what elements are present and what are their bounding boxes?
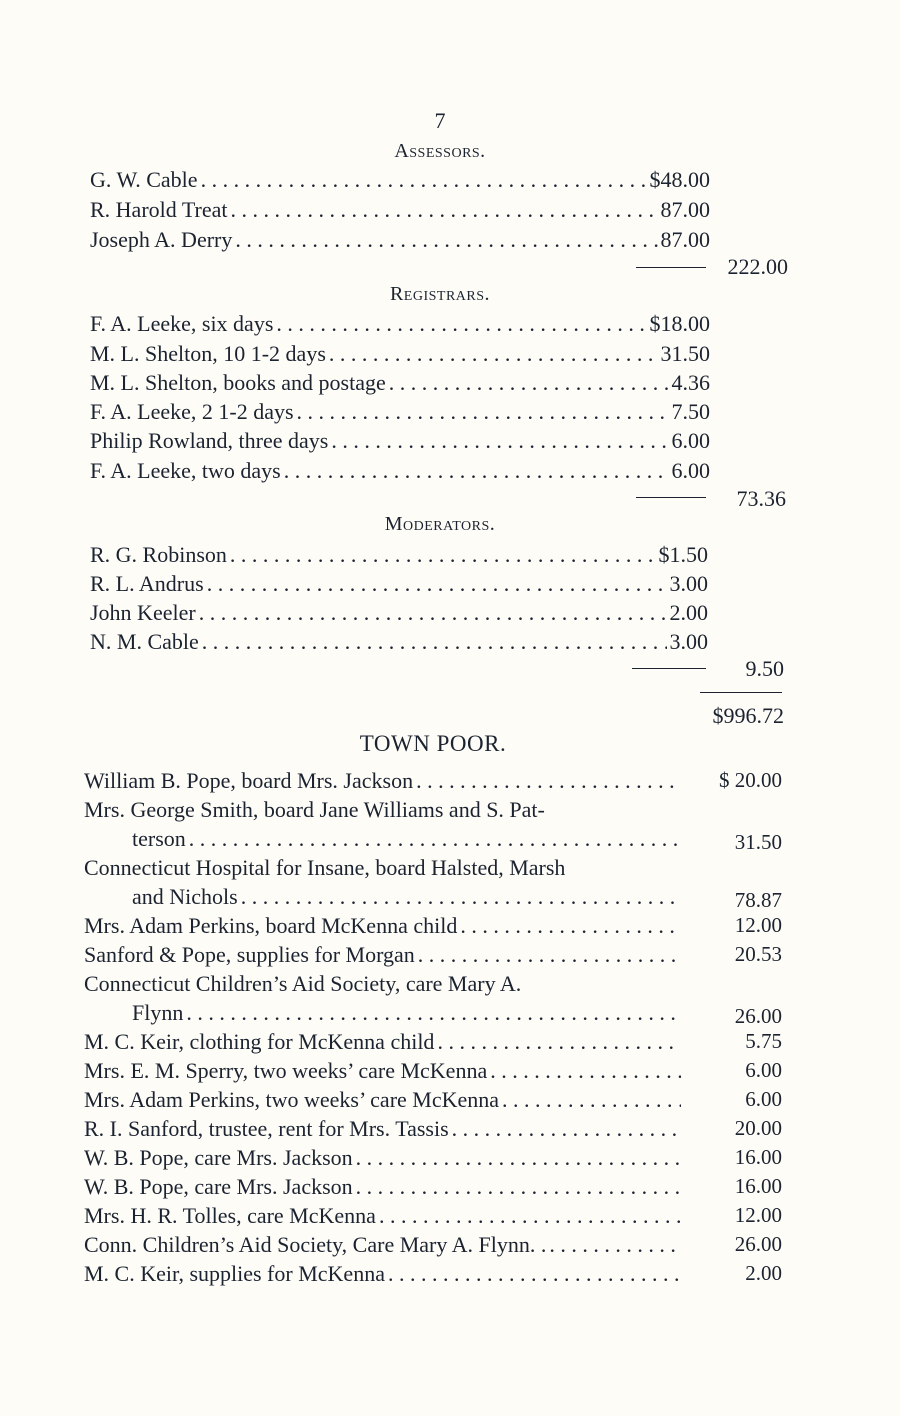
amount: $18.00 — [649, 311, 710, 336]
payee: F. A. Leeke, two days — [90, 458, 281, 483]
town-poor-payee-cont: and Nichols — [132, 884, 238, 909]
town-poor-payee: Mrs. George Smith, board Jane Williams and S. Pat- — [84, 797, 545, 822]
town-poor-amount: 16.00 — [734, 1174, 782, 1198]
leader-dots — [418, 940, 681, 969]
town-poor-payee-cont: terson — [132, 826, 186, 851]
town-poor-amount: 78.87 — [734, 888, 782, 912]
ledger-row — [90, 398, 710, 426]
town-poor-entry-line — [84, 940, 684, 969]
town-poor-payee: Mrs. Adam Perkins, two weeks’ care McKenna — [84, 1087, 500, 1112]
town-poor-amount: 12.00 — [734, 913, 782, 937]
town-poor-entry-line — [84, 969, 684, 998]
amount: $48.00 — [649, 167, 710, 192]
town-poor-payee: William B. Pope, board Mrs. Jackson — [84, 768, 414, 793]
town-poor-payee: Mrs. Adam Perkins, board McKenna child — [84, 913, 458, 938]
town-poor-entry-line — [84, 1027, 684, 1056]
town-poor-payee: Mrs. H. R. Tolles, care McKenna — [84, 1203, 376, 1228]
town-poor-amount: 26.00 — [734, 1004, 782, 1028]
town-poor-payee: Conn. Children’s Aid Society, Care Mary A. Flynn. . — [84, 1232, 547, 1257]
town-poor-payee: M. C. Keir, clothing for McKenna child — [84, 1029, 435, 1054]
town-poor-entry-line — [132, 882, 684, 911]
payee: John Keeler — [90, 600, 196, 625]
town-poor-heading: TOWN POOR. — [359, 731, 507, 756]
town-poor-amount: 31.50 — [734, 830, 782, 854]
payee: F. A. Leeke, 2 1-2 days — [90, 399, 294, 424]
assessors-subtotal: 222.00 — [727, 254, 788, 279]
town-poor-entry-line — [84, 1056, 684, 1085]
ledger-row — [90, 570, 708, 598]
town-poor-amount: 20.00 — [734, 1116, 782, 1140]
leader-dots — [388, 1259, 681, 1288]
town-poor-payee-cont: Flynn — [132, 1000, 184, 1025]
amount: 4.36 — [671, 370, 710, 395]
leader-dots — [356, 1172, 681, 1201]
amount: $1.50 — [658, 542, 708, 567]
ledger-row — [90, 340, 710, 368]
town-poor-amount: 6.00 — [745, 1087, 782, 1111]
ledger-row — [90, 310, 710, 338]
town-poor-entry-line — [132, 998, 684, 1027]
town-poor-entry-line — [84, 795, 684, 824]
town-poor-entry-line — [84, 853, 684, 882]
leader-dots — [379, 1201, 681, 1230]
ledger-row — [90, 166, 710, 194]
town-poor-payee: W. B. Pope, care Mrs. Jackson — [84, 1145, 353, 1170]
town-poor-payee: W. B. Pope, care Mrs. Jackson — [84, 1174, 353, 1199]
town-poor-entry-line — [84, 1085, 684, 1114]
leader-dots — [549, 1230, 681, 1259]
registrars-subtotal: 73.36 — [736, 486, 786, 511]
moderators-subtotal: 9.50 — [745, 656, 784, 681]
amount: 7.50 — [671, 399, 710, 424]
leader-dots — [460, 911, 681, 940]
town-poor-payee: Connecticut Children’s Aid Society, care Mary A. — [84, 971, 522, 996]
leader-dots — [490, 1056, 681, 1085]
payee: N. M. Cable — [90, 629, 199, 654]
town-poor-payee: R. I. Sanford, trustee, rent for Mrs. Tassis — [84, 1116, 449, 1141]
town-poor-amount: $ 20.00 — [719, 768, 782, 792]
payee: R. Harold Treat — [90, 197, 228, 222]
ledger-row — [90, 196, 710, 224]
ledger-row — [90, 628, 708, 656]
amount: 87.00 — [660, 227, 710, 252]
town-poor-amount: 5.75 — [745, 1029, 782, 1053]
town-poor-amount: 2.00 — [745, 1261, 782, 1285]
payee: R. G. Robinson — [90, 542, 227, 567]
leader-dots — [186, 998, 681, 1027]
payee: Philip Rowland, three days — [90, 428, 329, 453]
leader-dots — [416, 766, 681, 795]
assessors-heading: Assessors. — [394, 140, 486, 162]
town-poor-amount: 16.00 — [734, 1145, 782, 1169]
town-poor-payee: Connecticut Hospital for Insane, board Halsted, Marsh — [84, 855, 566, 880]
payee: Joseph A. Derry — [90, 227, 233, 252]
total-rule — [700, 692, 782, 693]
payee: M. L. Shelton, 10 1-2 days — [90, 341, 326, 366]
page-number: 7 — [434, 108, 446, 133]
leader-dots — [502, 1085, 681, 1114]
town-poor-entry-line — [84, 1230, 684, 1259]
payee: M. L. Shelton, books and postage — [90, 370, 386, 395]
moderators-heading: Moderators. — [384, 513, 496, 535]
ledger-row — [90, 369, 710, 397]
town-poor-amount: 20.53 — [734, 942, 782, 966]
registrars-heading: Registrars. — [389, 283, 491, 305]
town-poor-entry-line — [84, 766, 684, 795]
amount: 6.00 — [671, 458, 710, 483]
payee: F. A. Leeke, six days — [90, 311, 274, 336]
amount: 31.50 — [660, 341, 710, 366]
leader-dots — [437, 1027, 681, 1056]
amount: 87.00 — [660, 197, 710, 222]
grand-total: $996.72 — [712, 703, 784, 728]
amount: 3.00 — [669, 571, 708, 596]
payee: R. L. Andrus — [90, 571, 204, 596]
ledger-row — [90, 457, 710, 485]
leader-dots — [452, 1114, 681, 1143]
ledger-row — [90, 541, 708, 569]
town-poor-entry-line — [132, 824, 684, 853]
town-poor-payee: Sanford & Pope, supplies for Morgan — [84, 942, 415, 967]
leader-dots — [189, 824, 681, 853]
town-poor-entry-line — [84, 1114, 684, 1143]
town-poor-payee: M. C. Keir, supplies for McKenna — [84, 1261, 385, 1286]
town-poor-entry-line — [84, 1201, 684, 1230]
leader-dots — [241, 882, 681, 911]
town-poor-amount: 6.00 — [745, 1058, 782, 1082]
amount: 3.00 — [669, 629, 708, 654]
amount: 6.00 — [671, 428, 710, 453]
town-poor-entry-line — [84, 1259, 684, 1288]
amount: 2.00 — [669, 600, 708, 625]
town-poor-amount: 26.00 — [734, 1232, 782, 1256]
town-poor-amount: 12.00 — [734, 1203, 782, 1227]
town-poor-entry-line — [84, 1172, 684, 1201]
leader-dots — [356, 1143, 681, 1172]
ledger-row — [90, 599, 708, 627]
ledger-row — [90, 226, 710, 254]
town-poor-entry-line — [84, 911, 684, 940]
town-poor-entry-line — [84, 1143, 684, 1172]
town-poor-payee: Mrs. E. M. Sperry, two weeks’ care McKenna — [84, 1058, 488, 1083]
payee: G. W. Cable — [90, 167, 198, 192]
ledger-row — [90, 427, 710, 455]
